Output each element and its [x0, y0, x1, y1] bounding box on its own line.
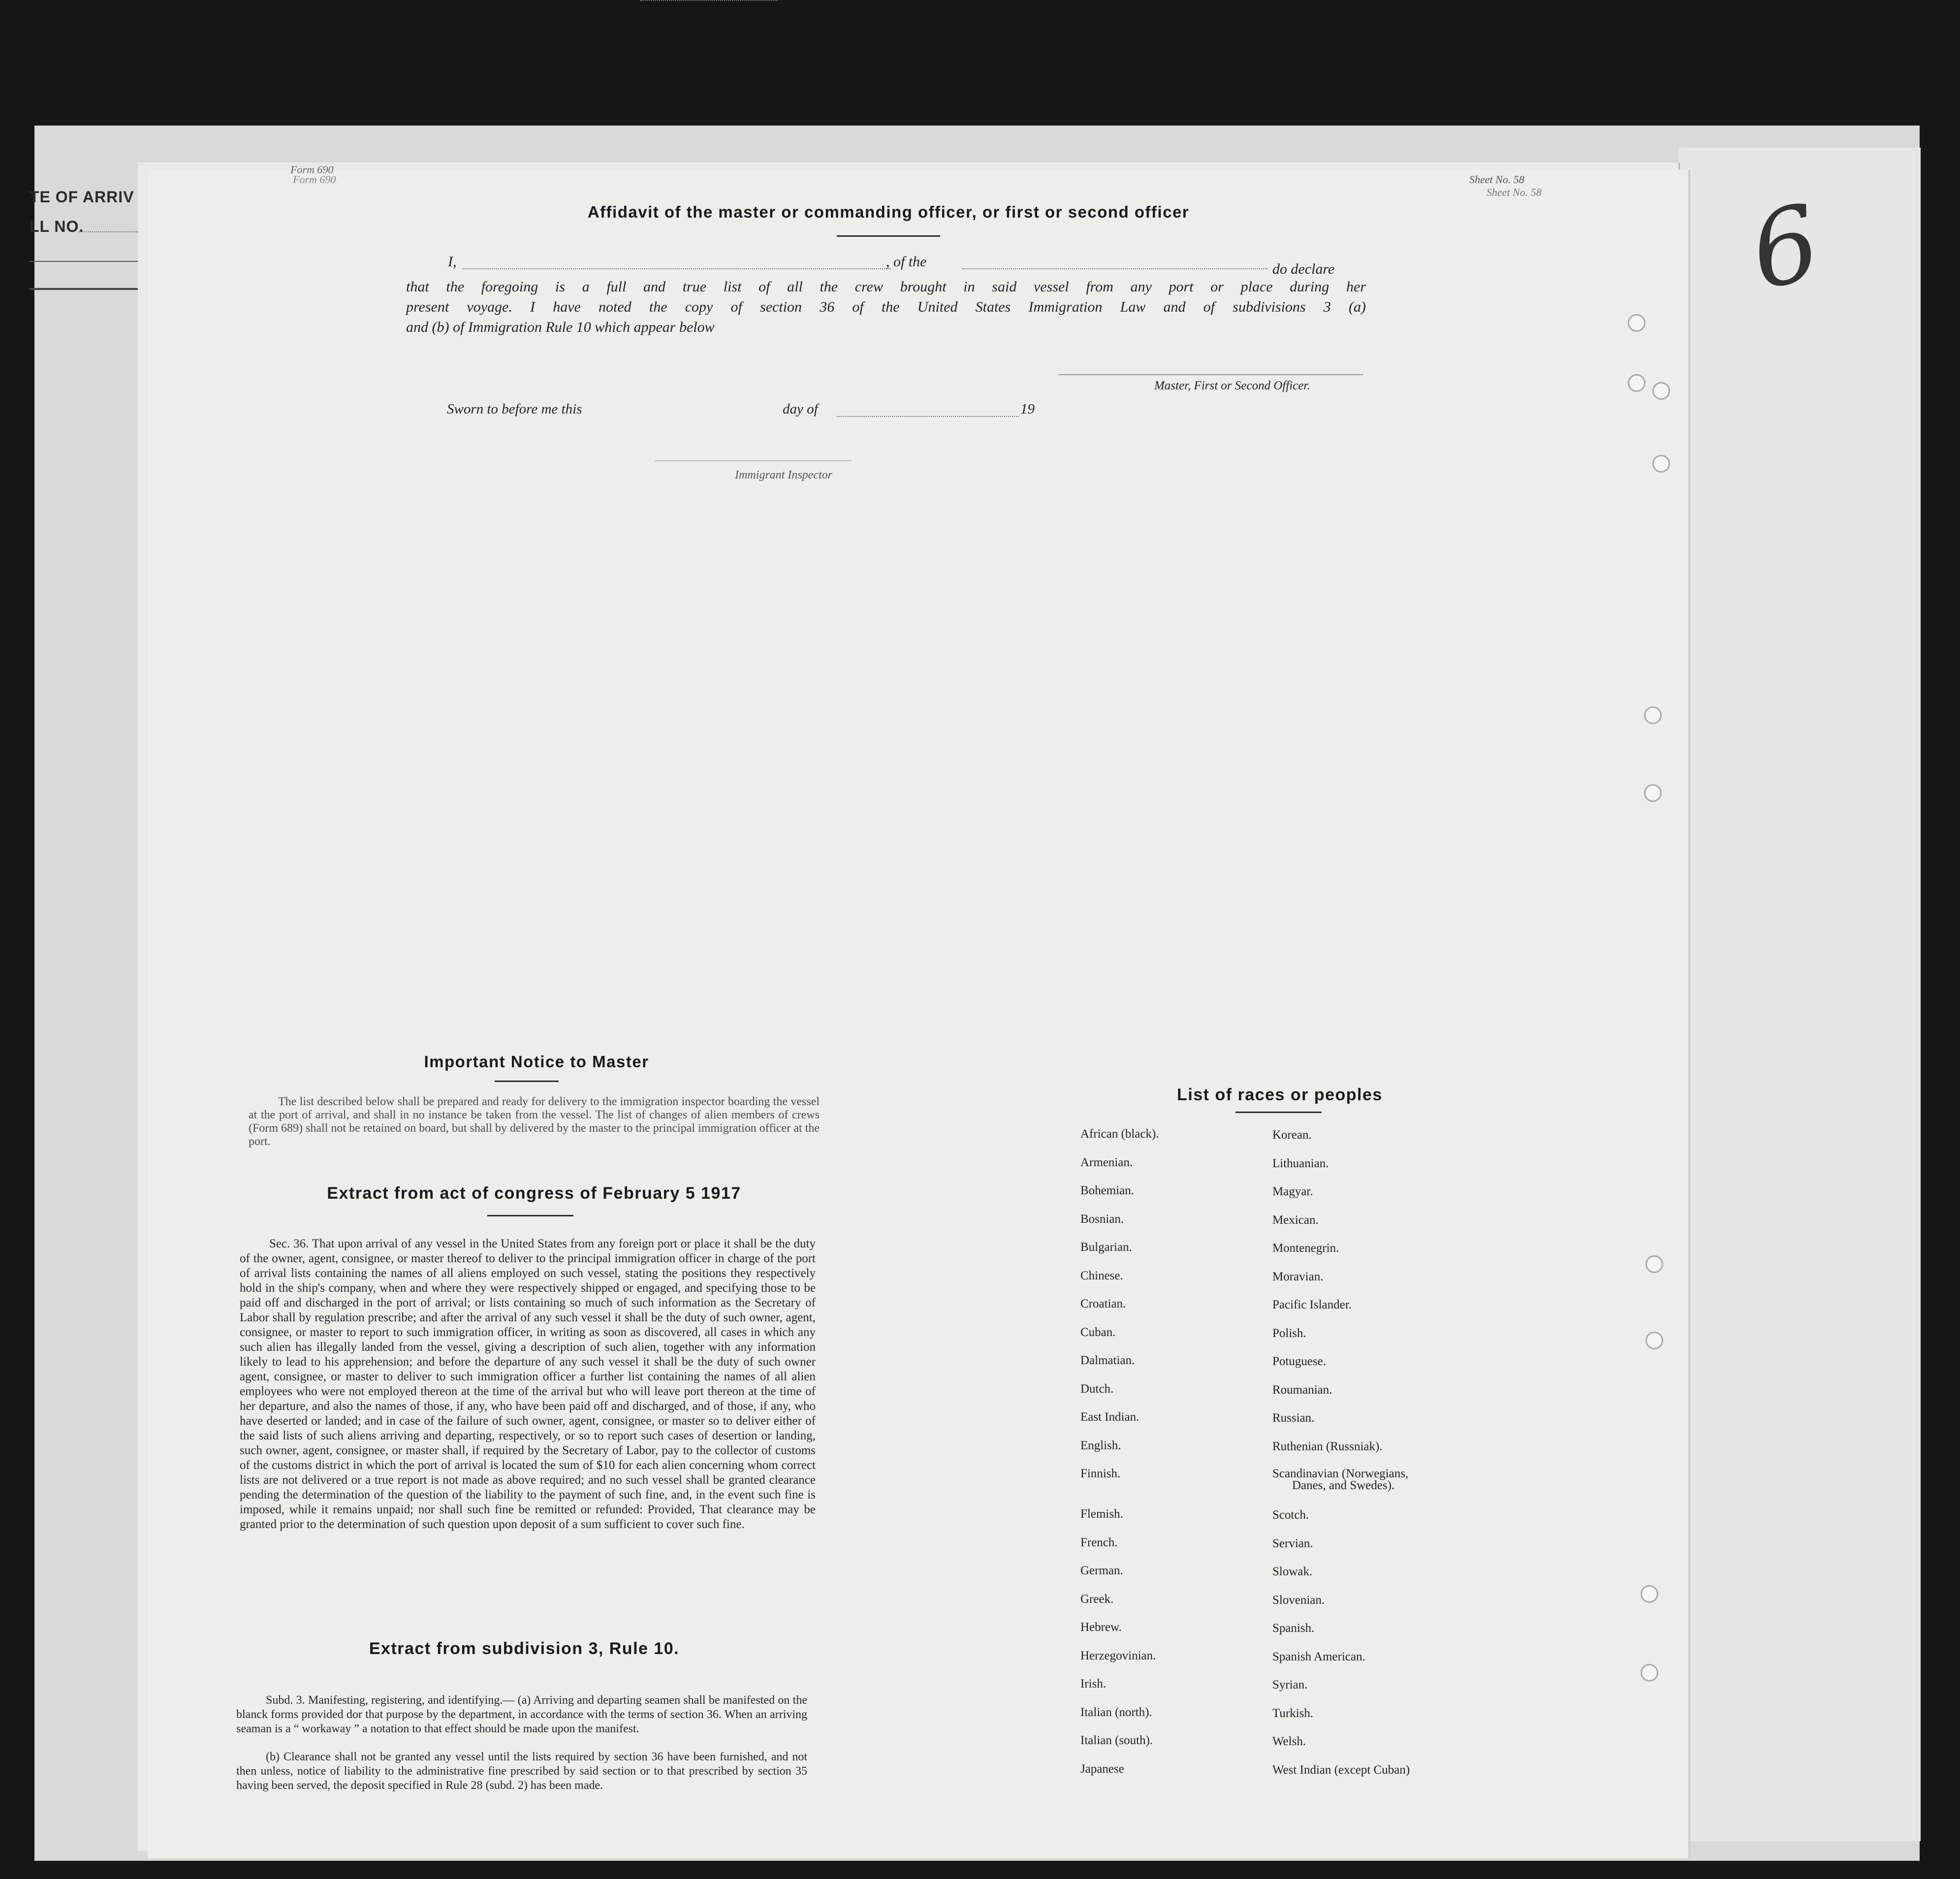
- race-item: Bulgarian.: [1080, 1241, 1132, 1254]
- master-name-field[interactable]: [463, 268, 891, 269]
- binder-hole: [1645, 1332, 1663, 1349]
- edge-rule: [30, 261, 138, 262]
- act-extract-title-rule: [487, 1215, 573, 1216]
- binder-hole: [1652, 455, 1670, 473]
- race-item: West Indian (except Cuban): [1272, 1763, 1410, 1777]
- binder-hole: [1644, 784, 1662, 802]
- race-item: English.: [1080, 1438, 1121, 1452]
- affidavit-i: I,: [448, 254, 457, 270]
- affidavit-line-3: present voyage. I have noted the copy of section 36 of the United States Immigration Law and of subdivisions 3 (a): [406, 299, 1366, 315]
- sworn-day-field[interactable]: [640, 0, 778, 1]
- edge-rule-2: [30, 288, 138, 290]
- binder-hole: [1644, 706, 1662, 724]
- race-item: Slowak.: [1272, 1565, 1313, 1578]
- race-item-continued: Danes, and Swedes).: [1292, 1479, 1395, 1492]
- race-item: Ruthenian (Russniak).: [1272, 1439, 1383, 1453]
- form-number-shadow: Form 690: [293, 173, 336, 186]
- race-item: Flemish.: [1080, 1507, 1123, 1521]
- sworn-day-of: day of: [783, 401, 818, 417]
- edge-text-arrival: TE OF ARRIV: [30, 188, 134, 206]
- affidavit-line-2: that the foregoing is a full and true list of all the crew brought in said vessel from any port or place during her: [406, 279, 1366, 295]
- race-item: Italian (south).: [1080, 1734, 1153, 1747]
- inspector-label: Immigrant Inspector: [735, 469, 832, 481]
- binder-hole: [1641, 1664, 1658, 1682]
- race-item: Bosnian.: [1080, 1212, 1124, 1226]
- rule-extract-para-1: Subd. 3. Manifesting, registering, and identifying.— (a) Arriving and departing seamen shall be manifested on the blanck forms provided dor that purpose by the department, in accordance with the terms of section 36. When an arriving seaman is a “ workaway ” a notation to that effect should be made upon the manifest.: [236, 1694, 807, 1735]
- race-item: Turkish.: [1272, 1706, 1314, 1720]
- races-left-column: [1080, 1127, 1277, 1790]
- race-item: Japanese: [1080, 1762, 1124, 1776]
- race-item: Slovenian.: [1272, 1593, 1325, 1607]
- sheet-number-shadow: Sheet No. 58: [1486, 186, 1542, 198]
- notice-title-rule: [495, 1081, 559, 1082]
- binder-hole: [1641, 1585, 1658, 1603]
- binder-hole: [1652, 382, 1670, 400]
- race-item: East Indian.: [1080, 1410, 1139, 1424]
- race-item: Potuguese.: [1272, 1355, 1327, 1368]
- officer-signature-line[interactable]: [1058, 374, 1363, 375]
- affidavit-title: Affidavit of the master or commanding officer, or first or second officer: [587, 203, 1190, 221]
- race-item: Cuban.: [1080, 1325, 1116, 1339]
- race-item: Hebrew.: [1080, 1621, 1122, 1634]
- vessel-name-field[interactable]: [962, 268, 1267, 269]
- race-item: Herzegovinian.: [1080, 1649, 1156, 1662]
- race-item: Montenegrin.: [1272, 1242, 1339, 1255]
- race-item: Magyar.: [1272, 1185, 1313, 1198]
- edge-dotline: [79, 231, 138, 232]
- race-item: Pacific Islander.: [1272, 1298, 1352, 1311]
- race-item: Scandinavian (Norwegians,: [1272, 1467, 1409, 1480]
- sworn-month-field[interactable]: [837, 416, 1019, 417]
- notice-title: Important Notice to Master: [424, 1052, 649, 1071]
- race-item: German.: [1080, 1564, 1123, 1577]
- race-item: Armenian.: [1080, 1155, 1133, 1169]
- race-item: Servian.: [1272, 1536, 1313, 1550]
- race-item: Syrian.: [1272, 1678, 1308, 1691]
- rule-extract-title: Extract from subdivision 3, Rule 10.: [369, 1639, 680, 1658]
- race-item: French.: [1080, 1535, 1118, 1549]
- officer-signature-label: Master, First or Second Officer.: [1154, 379, 1310, 392]
- notice-text: The list described below shall be prepared and ready for delivery to the immigration inspector boarding the vessel at the port of arrival, and shall in no instance be taken from the vessel. The list of changes of alien members of crews (Form 689) shall not be retained on board, but shall by delivered by the master to the principal immigration officer at the port.: [249, 1095, 820, 1148]
- race-item: Greek.: [1080, 1592, 1114, 1606]
- race-item: Finnish.: [1080, 1467, 1121, 1480]
- binder-hole: [1645, 1255, 1663, 1273]
- race-item: Irish.: [1080, 1677, 1106, 1690]
- act-extract-title: Extract from act of congress of February 5 1917: [327, 1184, 741, 1203]
- race-item: Bohemian.: [1080, 1184, 1135, 1197]
- race-item: Italian (north).: [1080, 1705, 1152, 1719]
- race-item: Lithuanian.: [1272, 1156, 1329, 1170]
- races-title: List of races or peoples: [1177, 1085, 1383, 1104]
- race-item: African (black).: [1080, 1127, 1159, 1141]
- affidavit-line-4: and (b) of Immigration Rule 10 which appear below: [406, 319, 715, 335]
- affidavit-do-declare: do declare: [1272, 261, 1335, 277]
- race-item: Croatian.: [1080, 1297, 1126, 1310]
- races-right-column: [1272, 1128, 1484, 1791]
- binder-hole: [1628, 374, 1645, 392]
- sworn-year: 19: [1020, 401, 1035, 417]
- race-item: Welsh.: [1272, 1735, 1306, 1748]
- race-item: Spanish American.: [1272, 1650, 1365, 1663]
- affidavit-of-the: , of the: [886, 254, 927, 270]
- right-paper-margin: [1678, 148, 1921, 1841]
- binder-hole: [1628, 314, 1645, 332]
- sheet-number: Sheet No. 58: [1469, 173, 1524, 186]
- affidavit-title-rule: [837, 235, 940, 237]
- sworn-prefix: Sworn to before me this: [447, 401, 582, 417]
- act-extract-text: Sec. 36. That upon arrival of any vessel in the United States from any foreign port or place it shall be the duty of the owner, agent, consignee, or master thereof to deliver to the principal immigration officer in charge of the port of arrival lists containing the names of all aliens employed on such vessel, stating the positions they respectively hold in the ship's company, when and where they were respectively shipped or engaged, and specifying those to be paid off and discharged in the port of arrival; or lists containing so much of such information as the Secretary of Labor shall by regulation prescribe; and after the arrival of any such vessel it shall be the duty of such owner, agent, consignee, or master to report to such immigration officer, in writing as soon as discovered, all cases in which any such alien has illegally landed from the vessel, giving a description of such alien, together with any information likely to lead to his apprehension; and before the departure of any such vessel it shall be the duty of such owner agent, consignee, or master to deliver to such immigration officer a further list containing the names of all alien employees who were not employed thereon at the time of the arrival but who will leave port thereon at the time of her departure, and also the names of those, if any, who have been paid off and discharged, and of those, if any, who have deserted or landed; and in case of the failure of such owner, agent, consignee, or master so to deliver either of the said lists of such aliens arriving and departing, respectively, or so to report such cases of desertion or landing, such owner, agent, consignee, or master shall, if required by the Secretary of Labor, pay to the collector of customs of the customs district in which the port of arrival is located the sum of $10 for each alien concerning whom correct lists are not delivered or a true report is not made as above required; and no such vessel shall be granted clearance pending the determination of the question of the liability to the payment of such fine, and, in the event such fine is imposed, while it remains unpaid; nor shall such fine be remitted or refunded: Provided, That clearance may be granted prior to the determination of such question upon deposit of a sum sufficient to cover such fine.: [240, 1237, 816, 1531]
- race-item: Dalmatian.: [1080, 1354, 1135, 1367]
- race-item: Roumanian.: [1272, 1383, 1332, 1397]
- race-item: Polish.: [1272, 1326, 1306, 1340]
- form-number: Form 690: [290, 163, 334, 176]
- race-item: Scotch.: [1272, 1508, 1309, 1522]
- race-item: Korean.: [1272, 1128, 1312, 1142]
- race-item: Dutch.: [1080, 1382, 1114, 1396]
- race-item: Spanish.: [1272, 1622, 1315, 1635]
- races-title-rule: [1235, 1112, 1322, 1113]
- inspector-signature-line[interactable]: [655, 460, 852, 461]
- rule-extract-para-2: (b) Clearance shall not be granted any vessel until the lists required by section 36 have been furnished, and not then unless, notice of liability to the administrative fine prescribed by said section or to that prescribed by section 35 having been served, the deposit specified in Rule 28 (subd. 2) has been made.: [236, 1751, 807, 1792]
- race-item: Russian.: [1272, 1411, 1315, 1425]
- race-item: Moravian.: [1272, 1270, 1324, 1283]
- edge-text-list-no: LL NO.: [30, 218, 84, 235]
- race-item: Mexican.: [1272, 1213, 1319, 1227]
- race-item: Chinese.: [1080, 1269, 1123, 1282]
- pencil-page-mark: 6: [1740, 181, 1830, 314]
